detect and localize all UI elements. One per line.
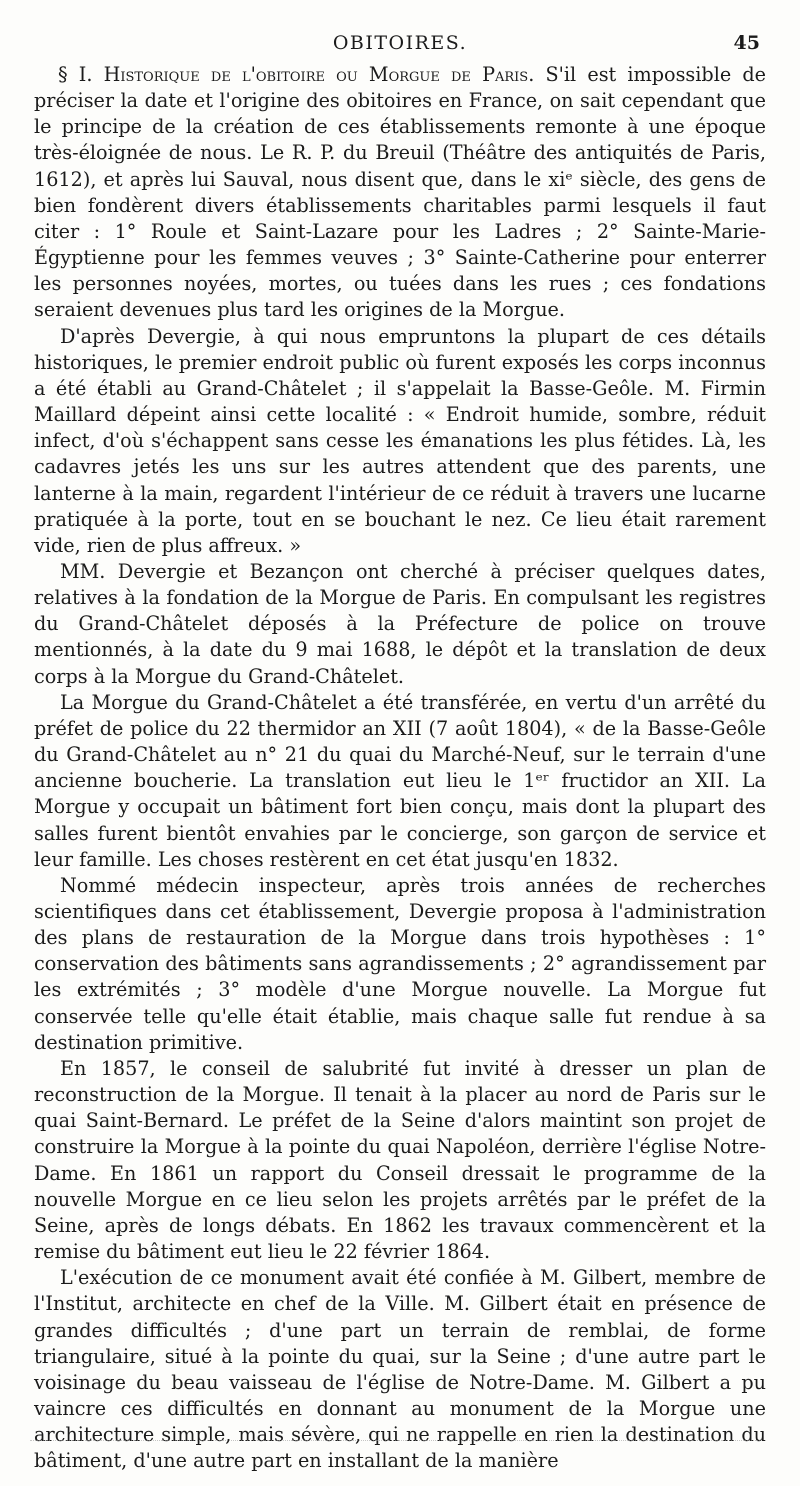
paragraph-historique [34, 62, 766, 324]
paragraph-dates: MM. Devergie et Bezançon ont cherché à préciser quelques dates, relatives à la fondation de la Morgue de Paris. En compulsant les registres du Grand-Châtelet déposés à la Préfecture de police on trouve mentionnés, à la date du 9 mai 1688, le dépôt et la translation de deux corps à la Morgue du Grand-Châtelet. [34, 559, 766, 688]
section-heading: Historique de l'obitoire ou Morgue de Paris. [103, 63, 535, 86]
page-number: 45 [733, 32, 760, 54]
paragraph-gilbert: L'exécution de ce monument avait été confiée à M. Gilbert, membre de l'Institut, architecte en chef de la Ville. M. Gilbert était en présence de grandes difficultés ; d'une part un terrain de remblai, de forme triangulaire, situé à la pointe du quai, sur la Seine ; d'une autre part le voisinage du beau vaisseau de l'église de Notre-Dame. M. Gilbert a pu vaincre ces difficultés en donnant au monument de la Morgue une architecture simple, mais sévère, qui ne rappelle en rien la destination du bâtiment, d'une autre part en installant de la manière [34, 1266, 766, 1473]
body-text [34, 62, 766, 1474]
paragraph-restauration: Nommé médecin inspecteur, après trois années de recherches scientifiques dans cet établissement, Devergie proposa à l'administration des plans de restauration de la Morgue dans trois hypothèses : 1° conservation des bâtiments sans agrandissements ; 2° agrandissement par les extrémités ; 3° modèle d'une Morgue nouvelle. La Morgue fut conservée telle qu'elle était établie, mais chaque salle fut rendue à sa destination primitive. [34, 873, 766, 1054]
paragraph-reconstruction: En 1857, le conseil de salubrité fut invité à dresser un plan de reconstruction de la Morgue. Il tenait à la placer au nord de Paris sur le quai Saint-Bernard. Le préfet de la Seine d'alors maintint son projet de construire la Morgue à la pointe du quai Napoléon, derrière l'église Notre-Dame. En 1861 un rapport du Conseil dressait le programme de la nouvelle Morgue en ce lieu selon les projets arrêtés par le préfet de la Seine, après de longs débats. En 1862 les travaux commencèrent et la remise du bâtiment eut lieu le 22 février 1864. [34, 1056, 766, 1264]
bleed-through-marks [30, 1440, 760, 1451]
running-title: OBITOIRES. [332, 32, 468, 54]
paragraph-devergie: D'après Devergie, à qui nous empruntons la plupart de ces détails historiques, le premier endroit public où furent exposés les corps inconnus a été établi au Grand-Châtelet ; il s'appelait la Basse-Geôle. M. Firmin Maillard dépeint ainsi cette localité : « Endroit humide, sombre, réduit infect, d'où s'échappent sans cesse les émanations les plus fétides. Là, les cadavres jetés les uns sur les autres attendent que des parents, une lanterne à la main, regardent l'intérieur de ce réduit à travers une lucarne pratiquée à la porte, tout en se bouchant le nez. Ce lieu était rarement vide, rien de plus affreux. » [34, 324, 766, 557]
paragraph-text: S'il est impossible de préciser la date et l'origine des obitoires en France, on sait cependant que le principe de la création de ces établissements remonte à une époque très-éloignée de nous. Le R. P. du Breuil (Théâtre des antiquités de Paris, 1612), et après lui Sauval, nous disent que, dans le xiᵉ siècle, des gens de bien fondèrent divers établissements charitables parmi lesquels il faut citer : 1° Roule et Saint-Lazare pour les Ladres ; 2° Sainte-Marie-Égyptienne pour les femmes veuves ; 3° Sainte-Catherine pour enterrer les personnes noyées, mortes, ou tuées dans les rues ; ces fondations seraient devenues plus tard les origines de la Morgue. [34, 63, 766, 322]
running-header [34, 26, 766, 60]
paragraph-translation: La Morgue du Grand-Châtelet a été transférée, en vertu d'un arrêté du préfet de police du 22 thermidor an XII (7 août 1804), « de la Basse-Geôle du Grand-Châtelet au n° 21 du quai du Marché-Neuf, sur le terrain d'une ancienne boucherie. La translation eut lieu le 1ᵉʳ fructidor an XII. La Morgue y occupait un bâtiment fort bien conçu, mais dont la plupart des salles furent bientôt envahies par le concierge, son garçon de service et leur famille. Les choses restèrent en cet état jusqu'en 1832. [34, 690, 766, 871]
section-mark: § I. [58, 63, 93, 86]
